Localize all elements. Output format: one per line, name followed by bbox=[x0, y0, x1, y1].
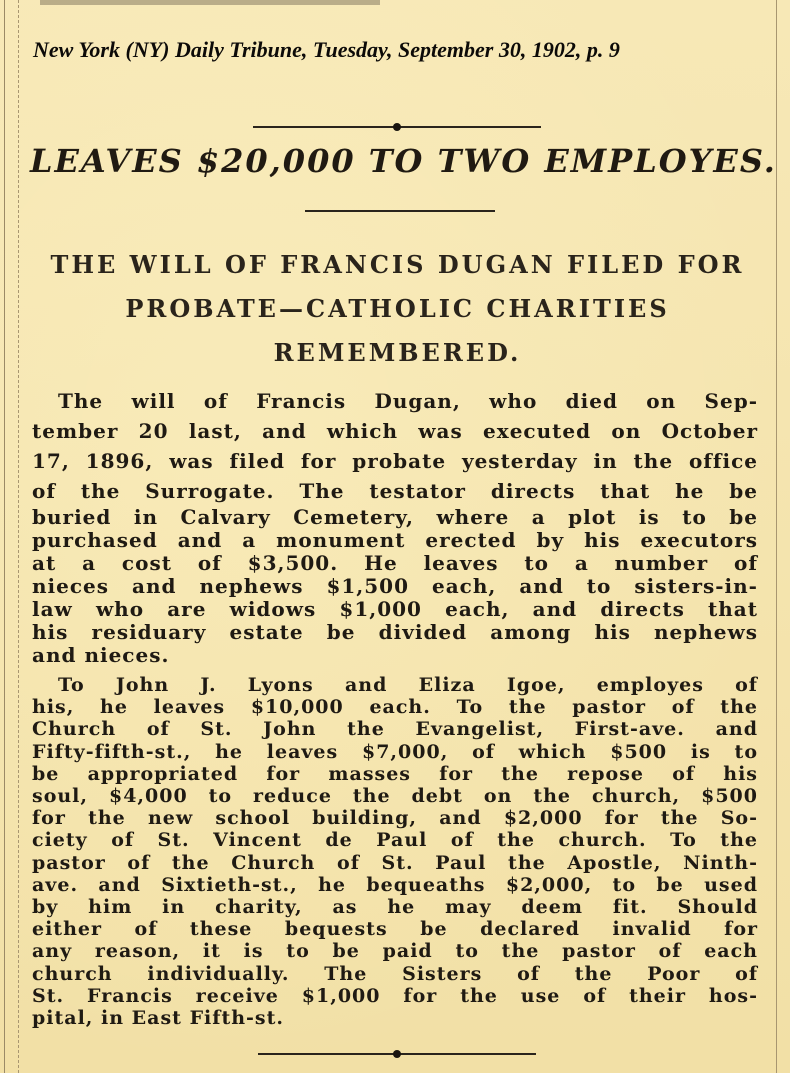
headline-divider bbox=[305, 210, 495, 212]
top-edge-smudge bbox=[40, 0, 380, 5]
column-rule-left bbox=[4, 0, 5, 1073]
subhead-line-3: REMEMBERED. bbox=[273, 338, 522, 367]
paragraph-line: law who are widows $1,000 each, and directs that bbox=[32, 597, 758, 621]
paragraph-line: nieces and nephews $1,500 each, and to sisters-in- bbox=[32, 574, 758, 598]
paragraph-line: of the Surrogate. The testator directs that he be bbox=[32, 479, 758, 503]
paragraph-line: St. Francis receive $1,000 for the use of their hos- bbox=[32, 984, 758, 1007]
paragraph-line: ciety of St. Vincent de Paul of the church. To the bbox=[32, 829, 758, 852]
paragraph-line: and nieces. bbox=[32, 643, 170, 667]
paragraph-line: for the new school building, and $2,000 for the So- bbox=[32, 807, 758, 830]
paragraph-line: church individually. The Sisters of the Poor of bbox=[32, 962, 758, 985]
subhead-line-1: THE WILL OF FRANCIS DUGAN FILED FOR bbox=[50, 250, 745, 279]
article-paragraph-2 bbox=[32, 674, 758, 1029]
paragraph-line: purchased and a monument erected by his executors bbox=[32, 528, 758, 552]
paragraph-line: tember 20 last, and which was executed on October bbox=[32, 419, 758, 443]
article-paragraph-1 bbox=[32, 386, 758, 667]
paragraph-line: To John J. Lyons and Eliza Igoe, employes of bbox=[58, 674, 758, 696]
paragraph-line: Church of St. John the Evangelist, First-ave. and bbox=[32, 718, 758, 741]
paragraph-line: The will of Francis Dugan, who died on Sep- bbox=[58, 389, 758, 413]
paragraph-line: either of these bequests be declared invalid for bbox=[32, 918, 758, 941]
paragraph-line: pastor of the Church of St. Paul the Apostle, Ninth- bbox=[32, 851, 758, 874]
paragraph-line: be appropriated for masses for the repose of his bbox=[32, 762, 758, 785]
paragraph-line: any reason, it is to be paid to the pastor of each bbox=[32, 940, 758, 963]
paragraph-line: 17, 1896, was filed for probate yesterday in the office bbox=[32, 449, 758, 473]
subhead-line-2: PROBATE—CATHOLIC CHARITIES bbox=[125, 294, 670, 323]
paragraph-line: his residuary estate be divided among his nephews bbox=[32, 620, 758, 644]
paragraph-line: pital, in East Fifth-st. bbox=[32, 1007, 285, 1030]
paragraph-line: Fifty-fifth-st., he leaves $7,000, of which $500 is to bbox=[32, 740, 758, 763]
paragraph-line: his, he leaves $10,000 each. To the pastor of the bbox=[32, 696, 758, 719]
ornamental-rule-bottom bbox=[258, 1053, 536, 1055]
paragraph-line: soul, $4,000 to reduce the debt on the church, $500 bbox=[32, 785, 758, 808]
column-rule-left-inner bbox=[18, 0, 19, 1073]
ornamental-rule-top bbox=[253, 126, 541, 128]
paragraph-line: by him in charity, as he may deem fit. Should bbox=[32, 896, 758, 919]
paragraph-line: at a cost of $3,500. He leaves to a number of bbox=[32, 551, 758, 575]
paragraph-line: buried in Calvary Cemetery, where a plot is to be bbox=[32, 505, 758, 529]
paragraph-line: ave. and Sixtieth-st., he bequeaths $2,000, to be used bbox=[32, 873, 758, 896]
citation-caption: New York (NY) Daily Tribune, Tuesday, September 30, 1902, p. 9 bbox=[33, 37, 620, 62]
headline: LEAVES $20,000 TO TWO EMPLOYES. bbox=[30, 142, 777, 180]
